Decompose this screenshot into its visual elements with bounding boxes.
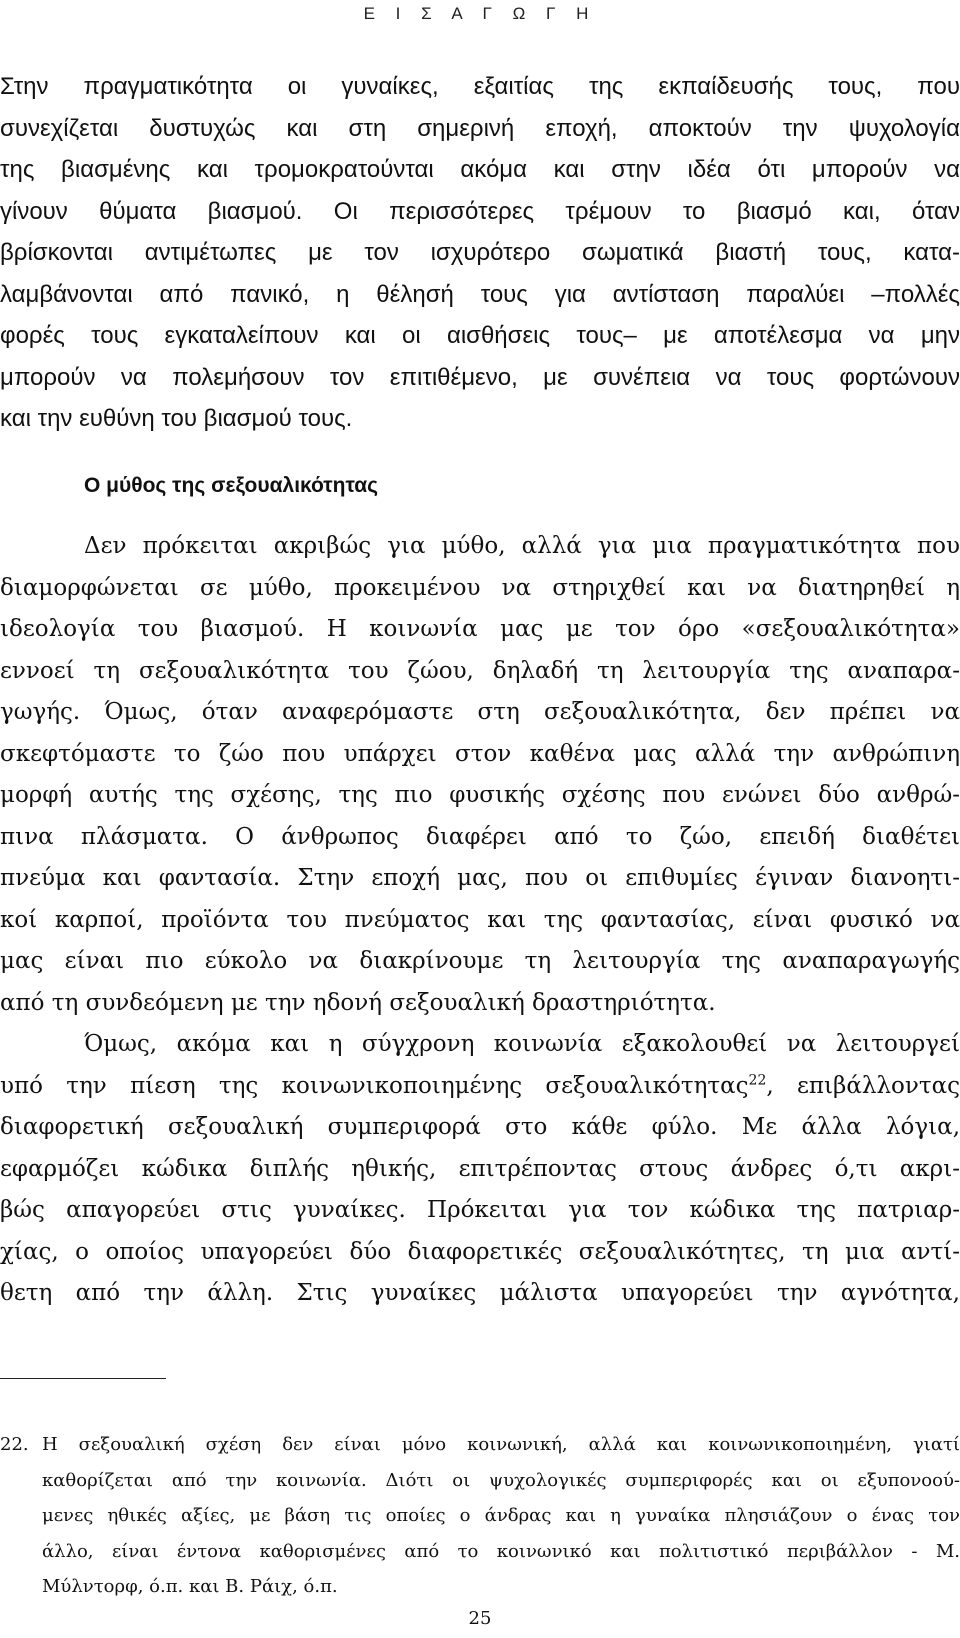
text-line: της βιασμένης και τρομοκρατούνται ακόμα και στην ιδέα ότι μπορούν να (0, 156, 960, 183)
text-line: Όμως, ακόμα και η σύγχρονη κοινωνία εξακολουθεί να λειτουργεί (84, 1031, 960, 1057)
text-line: εννοεί τη σεξουαλικότητα του ζώου, δηλαδή τη λειτουργία της αναπαρα- (0, 657, 960, 684)
text-line: θετη από την άλλη. Στις γυναίκες μάλιστα υπαγορεύει την αγνότητα, (0, 1280, 960, 1306)
text-line: συνεχίζεται δυστυχώς και στη σημερινή εποχή, αποκτούν την ψυχολογία (0, 114, 960, 142)
text-line: διαφορετική σεξουαλική συμπεριφορά στο κάθε φύλο. Με άλλα λόγια, (0, 1114, 960, 1140)
text-line: πινα πλάσματα. Ο άνθρωπος διαφέρει από το ζώο, επειδή διαθέτει (0, 823, 960, 850)
footnote-line: μενες ηθικές αξίες, με βάση τις οποίες ο άνδρας και η γυναίκα πλησιάζουν ο ένας τον (42, 1505, 960, 1526)
text-segment: υπό την πίεση της κοινωνικοποιημένης σεξουαλικότητας (0, 1072, 749, 1099)
text-line: ιδεολογία του βιασμού. Η κοινωνία μας με τον όρο «σεξουαλικότητα» (0, 616, 960, 642)
text-line: Δεν πρόκειται ακριβώς για μύθο, αλλά για μια πραγματικότητα που (84, 533, 960, 559)
footnote-reference[interactable]: 22 (748, 1071, 767, 1088)
text-segment: , επιβάλλοντας (766, 1072, 960, 1099)
footnote-line: άλλο, είναι έντονα καθορισμένες από το κοινωνικό και πολιτιστικό περιβάλλον - Μ. (42, 1540, 960, 1562)
text-line: φορές τους εγκαταλείπουν και οι αισθήσεις τους– με αποτέλεσμα να μην (0, 322, 960, 349)
text-line: διαμορφώνεται σε μύθο, προκειμένου να στηριχθεί και να διατηρηθεί η (0, 574, 960, 601)
text-line: Στην πραγματικότητα οι γυναίκες, εξαιτίας της εκπαίδευσής τους, που (0, 73, 960, 100)
footnote-line: καθορίζεται από την κοινωνία. Διότι οι ψυχολογικές συμπεριφορές και οι εξυπονοού- (42, 1469, 960, 1491)
running-head: Ε Ι Σ Α Γ Ω Γ Η (363, 4, 597, 23)
page-number: 25 (468, 1608, 492, 1629)
footnote-line: Μύλντορφ, ό.π. και Β. Ράιχ, ό.π. (42, 1576, 338, 1597)
text-line: λαμβάνονται από πανικό, η θέλησή τους για αντίσταση παραλύει –πολλές (0, 280, 960, 308)
footnote (0, 1427, 960, 1605)
section-heading: Ο μύθος της σεξουαλικότητας (84, 474, 379, 497)
text-line: μας είναι πιο εύκολο να διακρίνουμε τη λειτουργία της αναπαραγωγής (0, 948, 960, 974)
paragraph-2 (0, 526, 960, 1024)
text-line: γίνουν θύματα βιασμού. Οι περισσότερες τρέμουν το βιασμό και, όταν (0, 197, 960, 225)
text-line: εφαρμόζει κώδικα διπλής ηθικής, επιτρέποντας στους άνδρες ό,τι ακρι- (0, 1155, 960, 1182)
text-line: πνεύμα και φαντασία. Στην εποχή μας, που οι επιθυμίες έγιναν διανοητι- (0, 865, 960, 891)
text-line: μορφή αυτής της σχέσης, της πιο φυσικής σχέσης που ενώνει δύο ανθρώ- (0, 782, 960, 808)
text-line: σκεφτόμαστε το ζώο που υπάρχει στον καθένα μας αλλά την ανθρώπινη (0, 740, 960, 767)
text-line: γωγής. Όμως, όταν αναφερόμαστε στη σεξουαλικότητα, δεν πρέπει να (0, 699, 960, 725)
footnote-text: Η σεξουαλική σχέση δεν είναι μόνο κοινωνική, αλλά και κοινωνικοποιημένη, γιατί (42, 1434, 960, 1455)
paragraph-1 (0, 66, 960, 440)
footnote-divider (0, 1378, 166, 1379)
text-line: χίας, ο οποίος υπαγορεύει δύο διαφορετικές σεξουαλικότητες, τη μια αντί- (0, 1238, 960, 1265)
paragraph-3 (0, 1024, 960, 1315)
footnote-line (0, 1427, 960, 1463)
text-line-with-footnote-ref (0, 1066, 960, 1108)
text-line: από τη συνδεόμενη με την ηδονή σεξουαλική δραστηριότητα. (0, 989, 716, 1016)
footnote-number: 22. (0, 1434, 29, 1455)
text-line: βρίσκονται αντιμέτωπες με τον ισχυρότερο σωματικά βιαστή τους, κατα- (0, 239, 960, 266)
text-line: κοί καρποί, προϊόντα του πνεύματος και της φαντασίας, είναι φυσικό να (0, 906, 960, 933)
text-line: και την ευθύνη του βιασμού τους. (0, 405, 353, 432)
text-line: βώς απαγορεύει στις γυναίκες. Πρόκειται για τον κώδικα της πατριαρ- (0, 1197, 960, 1223)
text-line: μπορούν να πολεμήσουν τον επιτιθέμενο, με συνέπεια να τους φορτώνουν (0, 363, 960, 391)
